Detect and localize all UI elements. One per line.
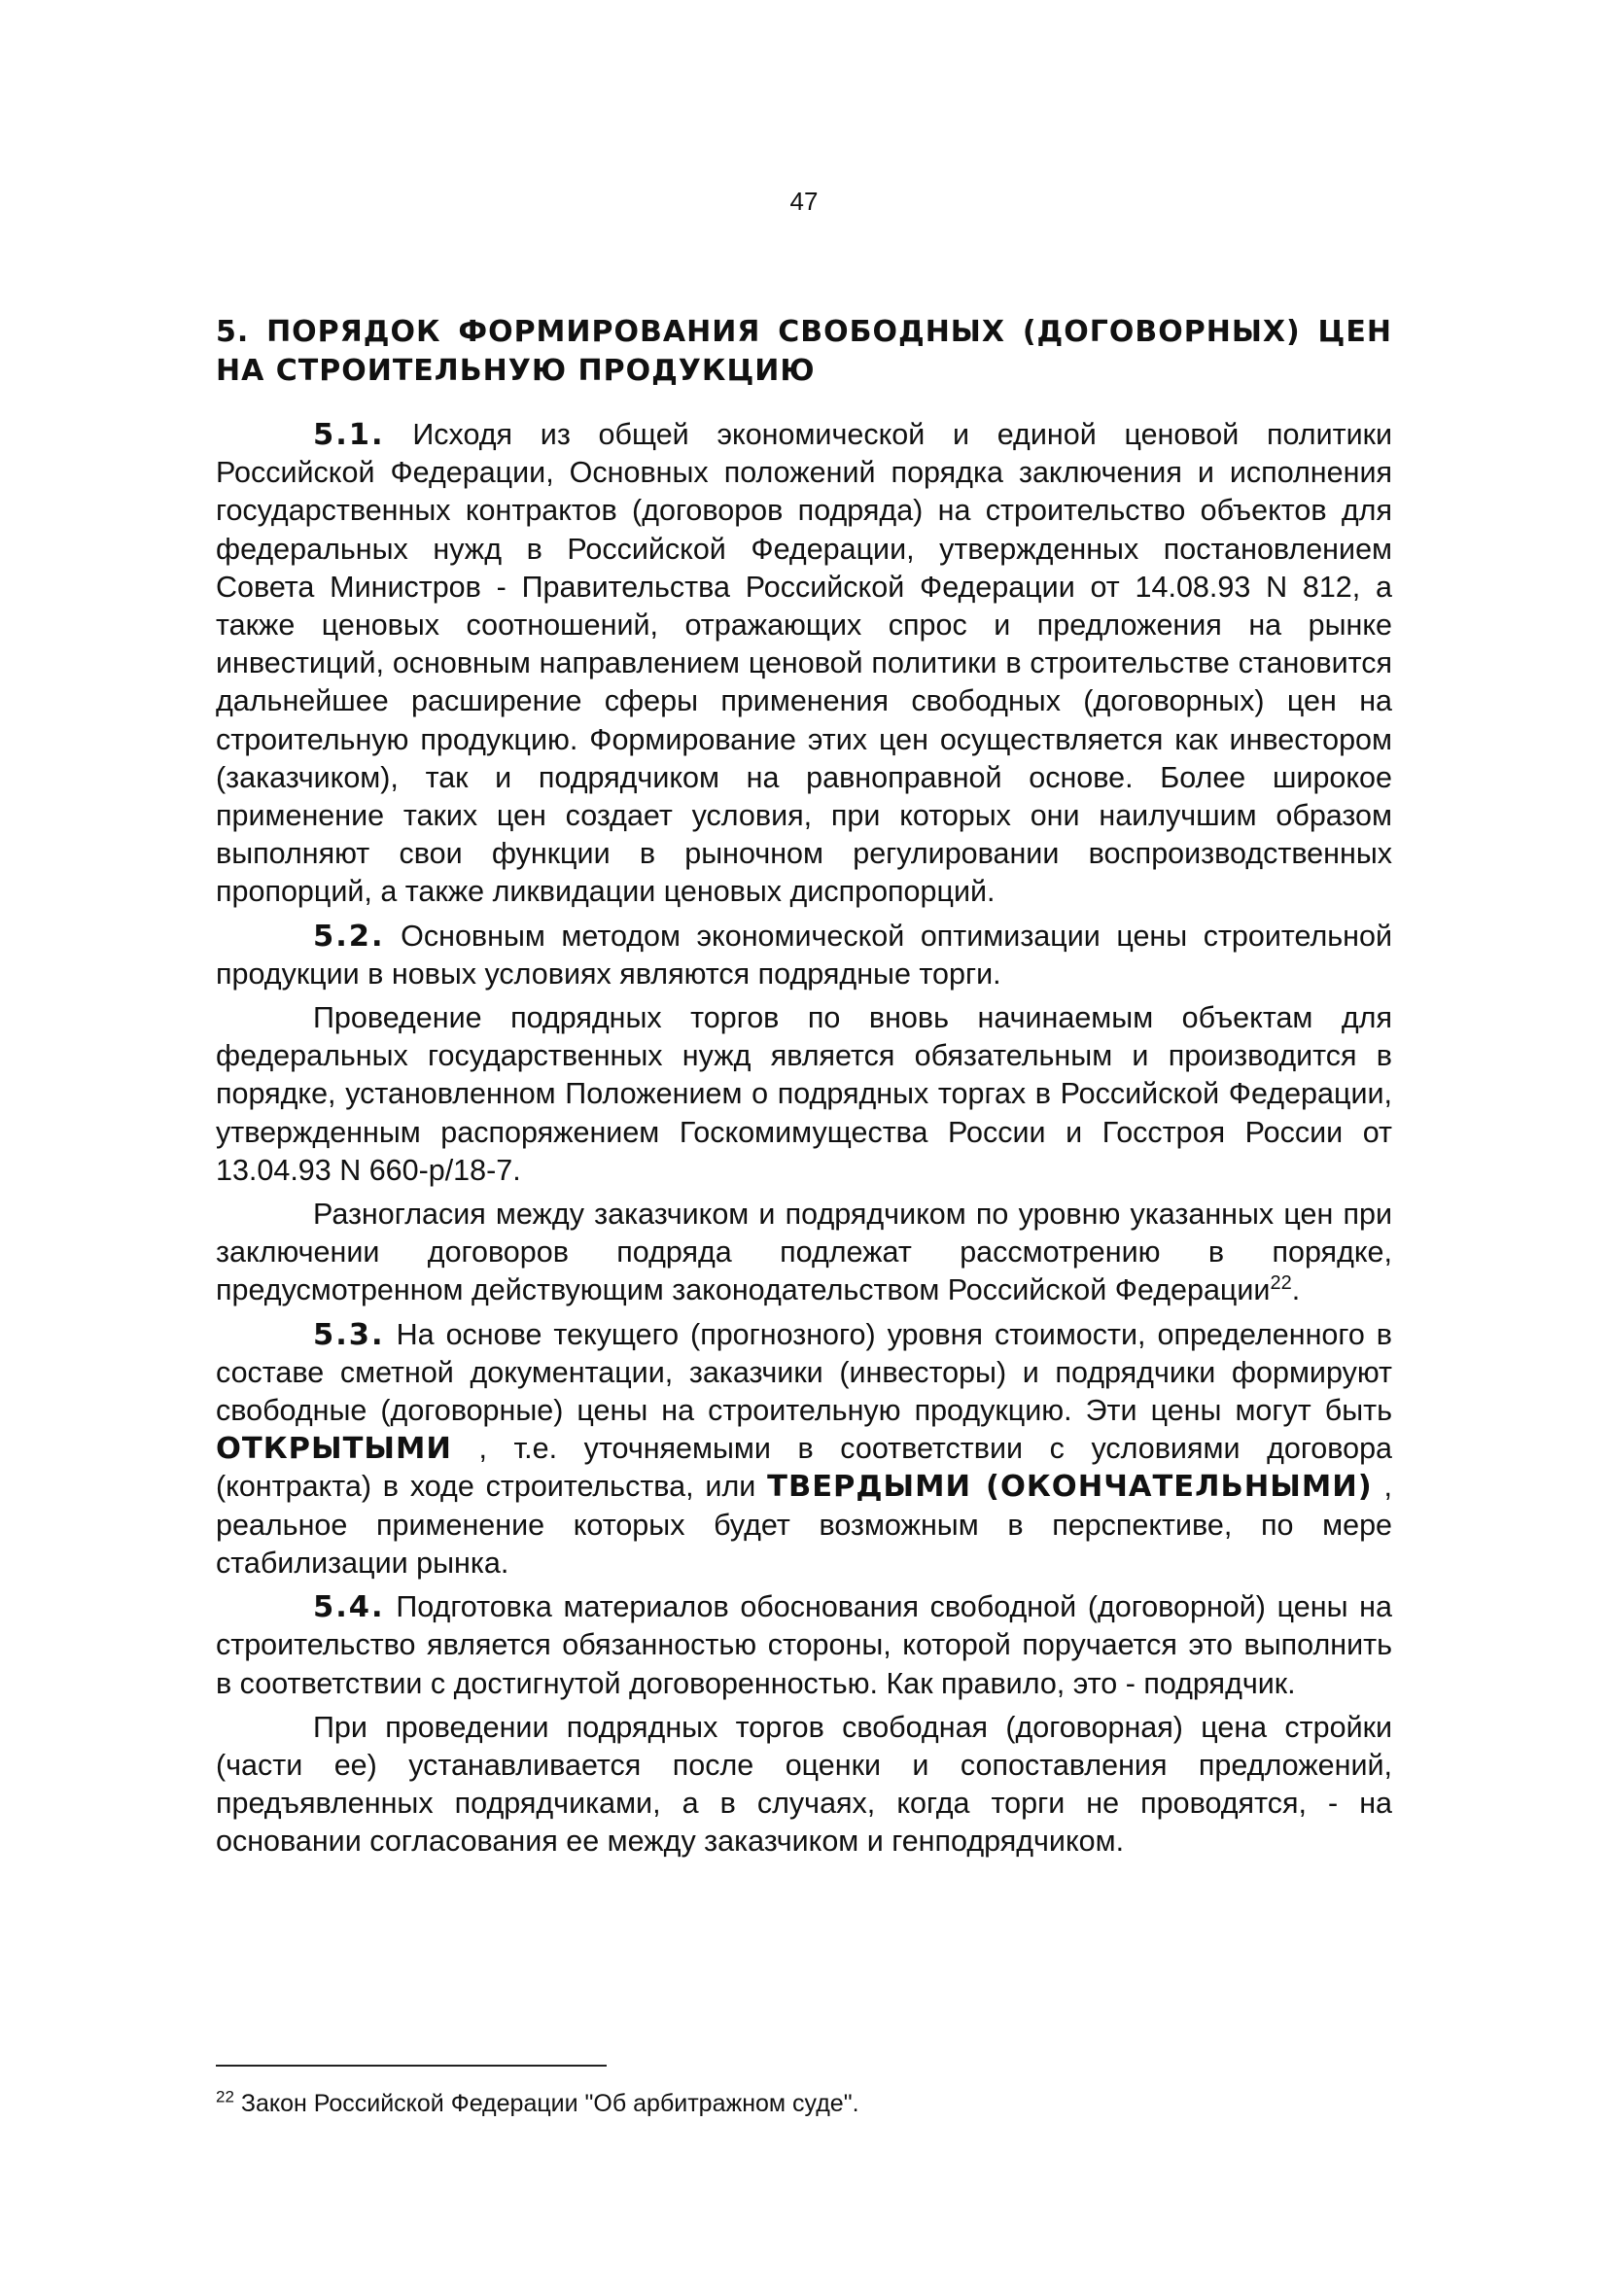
footnote-reference: 22 — [1270, 1272, 1292, 1295]
clause-number: 5.4. — [313, 1590, 385, 1625]
paragraph-tenders — [216, 999, 1392, 1190]
footnote-separator — [216, 2065, 607, 2067]
paragraph-5-2 — [216, 918, 1392, 993]
clause-number: 5.1. — [313, 418, 385, 452]
paragraph-text: , т.е. уточняемыми в соответствии с условиями договора (контракта) в ходе строительства, или — [216, 1432, 1392, 1504]
clause-number: 5.2. — [313, 919, 385, 954]
paragraph-disputes — [216, 1196, 1392, 1310]
emphasis-fixed-prices: ТВЕРДЫМИ (ОКОНЧАТЕЛЬНЫМИ) — [767, 1470, 1373, 1505]
section-heading: 5. ПОРЯДОК ФОРМИРОВАНИЯ СВОБОДНЫХ (ДОГОВОРНЫХ) ЦЕН НА СТРОИТЕЛЬНУЮ ПРОДУКЦИЮ — [216, 315, 1392, 388]
paragraph-5-4 — [216, 1588, 1392, 1703]
clause-number: 5.3. — [313, 1317, 385, 1352]
paragraph-text: Разногласия между заказчиком и подрядчиком по уровню указанных цен при заключении договоров подряда подлежат рассмотрению в порядке, предусмотренном действующим законодательством Российской Федерации — [216, 1198, 1392, 1307]
page-number: 47 — [789, 187, 819, 216]
paragraph-text: , реальное применение которых будет возможным в перспективе, по мере стабилизации рынка. — [216, 1470, 1392, 1580]
paragraph-text: Исходя из общей экономической и единой ценовой политики Российской Федерации, Основных положений порядка заключения и исполнения государственных контрактов (договоров подряда) на строительство объектов для федеральных нужд в Российской Федерации, утвержденных постановлением Совета Министров - Правительства Российской Федерации от 14.08.93 N 812, а также ценовых соотношений, отражающих спрос и предложения на рынке инвестиций, основным направлением ценовой политики в строительстве становится дальнейшее расширение сферы применения свободных (договорных) цен на строительную продукцию. Формирование этих цен осуществляется как инвестором (заказчиком), так и подрядчиком на равноправной основе. Более широкое применение таких цен создает условия, при которых они наилучшим образом выполняют свои функции в рыночном регулировании воспроизводственных пропорций, а также ликвидации ценовых диспропорций. — [216, 418, 1392, 909]
body-text — [216, 416, 1392, 1867]
paragraph-end: . — [1291, 1273, 1301, 1307]
paragraph-tender-price — [216, 1709, 1392, 1861]
paragraph-text: Основным методом экономической оптимизации цены строительной продукции в новых условиях являются подрядные торги. — [216, 919, 1392, 991]
paragraph-text: На основе текущего (прогнозного) уровня стоимости, определенного в составе сметной документации, заказчики (инвесторы) и подрядчики формируют свободные (договорные) цены на строительную продукцию. Эти цены могут быть — [216, 1317, 1392, 1428]
paragraph-5-1 — [216, 416, 1392, 912]
paragraph-5-3 — [216, 1316, 1392, 1583]
emphasis-open-prices: ОТКРЫТЫМИ — [216, 1432, 452, 1467]
paragraph-text: При проведении подрядных торгов свободная (договорная) цена стройки (части ее) устанавливается после оценки и сопоставления предложений, предъявленных подрядчиками, а в случаях, когда торги не проводятся, - на основании согласования ее между заказчиком и генподрядчиком. — [216, 1710, 1392, 1859]
footnote — [216, 2088, 1392, 2119]
footnote-mark: 22 — [216, 2087, 234, 2106]
paragraph-text: Подготовка материалов обоснования свободной (договорной) цены на строительство является обязанностью стороны, которой поручается это выполнить в соответствии с достигнутой договоренностью. Как правило, это - подрядчик. — [216, 1590, 1392, 1700]
footnote-text: Закон Российской Федерации "Об арбитражном суде". — [240, 2090, 859, 2117]
paragraph-text: Проведение подрядных торгов по вновь начинаемым объектам для федеральных государственных нужд является обязательным и производится в порядке, установленном Положением о подрядных торгах в Российской Федерации, утвержденным распоряжением Госкомимущества России и Госстроя России от 13.04.93 N 660-р/18-7. — [216, 1001, 1392, 1187]
